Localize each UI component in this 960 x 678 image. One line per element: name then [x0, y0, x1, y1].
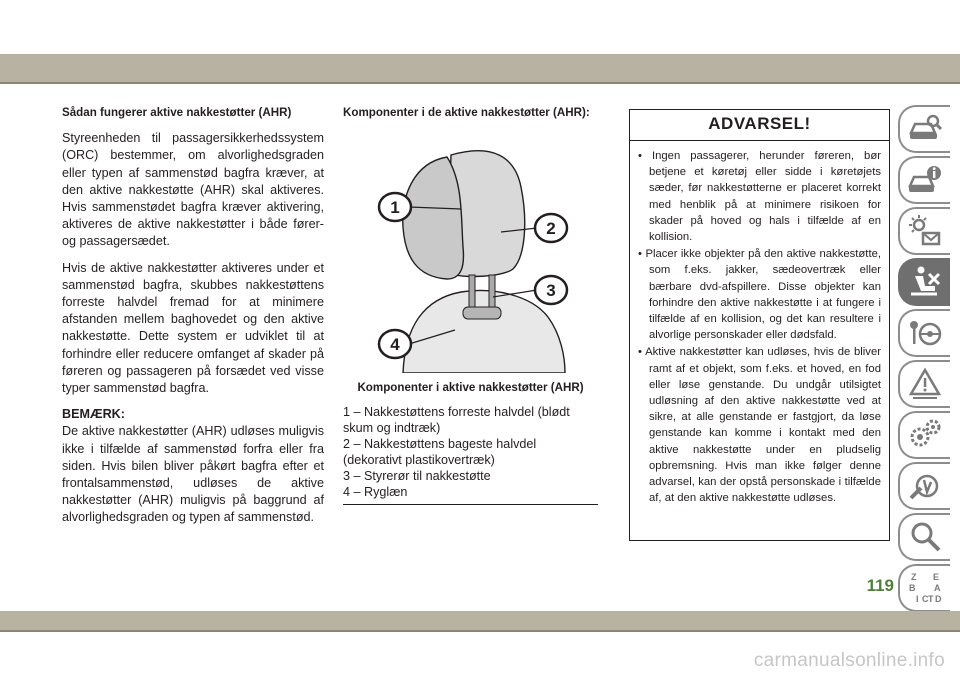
- warning-title: ADVARSEL!: [630, 110, 889, 141]
- legend-item: 4 – Ryglæn: [343, 485, 408, 500]
- header-rule: [0, 82, 960, 84]
- legend-list: [343, 404, 598, 500]
- middle-column: [343, 104, 598, 505]
- maintenance-tools-icon: [907, 468, 943, 504]
- index-letter: T: [928, 594, 934, 604]
- seat-airbag-icon: [907, 264, 943, 300]
- chapter-tabs: [898, 105, 952, 615]
- index-letter: D: [935, 594, 942, 604]
- footer-band: [0, 611, 960, 631]
- legend-item: 1 – Nakkestøttens forreste halvdel (blødt skum og indtræk): [343, 405, 570, 436]
- header-band: [0, 54, 960, 82]
- warning-box: [629, 109, 890, 541]
- tab-warning-lights[interactable]: [898, 207, 950, 255]
- note-text: De aktive nakkestøtter (AHR) udløses muligvis ikke i tilfælde af sammenstød forfra eller fra siden. Hvis bilen bliver påkørt bagfra efter et frontalsammenstød, udløses de aktive nakkestøtter (AHR) muligvis på baggrund af alvorlighedsgraden og typen af sammenstød.: [62, 424, 324, 525]
- note-block: [62, 406, 324, 526]
- index-letter: A: [934, 583, 941, 593]
- tab-roadside-warning[interactable]: [898, 360, 950, 408]
- legend-item: 3 – Styrerør til nakkestøtte: [343, 469, 491, 484]
- seat-back-shape: [403, 291, 565, 373]
- index-letters-icon: [907, 570, 943, 606]
- index-letter: I: [916, 594, 919, 604]
- specs-magnifier-icon: [907, 519, 943, 555]
- top-margin: [0, 0, 960, 54]
- tab-specs-search[interactable]: [898, 513, 950, 561]
- warning-lights-icon: [907, 213, 943, 249]
- callout-1: [379, 193, 411, 221]
- paragraph-activation: Hvis de aktive nakkestøtter aktiveres under et sammenstød bagfra, skubbes nakkestøttens forreste halvdel fremad for at minimere afstanden mellem baghovedet og den aktive nakkestøtte. Dette system er udviklet til at forhindre eller reducere omfanget af skader på føreren og passageren på forsædet ved visse typer sammenstød bagfra.: [62, 260, 324, 396]
- figure-caption: Komponenter i aktive nakkestøtter (AHR): [357, 381, 584, 395]
- paragraph-orc: Styreenheden til passagersikkerhedssystem (ORC) bestemmer, om alvorlighedsgraden eller typen af sammenstød bagfra kræver, at den aktive nakkestøtte (AHR) skal aktiveres. Hvis sammenstødet bagfra kræver aktivering, aktiveres de aktive nakkestøtter i både fører- og passagersædet.: [62, 131, 324, 249]
- guide-tube-shape: [469, 275, 475, 311]
- guide-sleeve-shape: [463, 307, 501, 319]
- components-heading: Komponenter i de aktive nakkestøtter (AHR):: [343, 106, 590, 119]
- tab-key-steering[interactable]: [898, 309, 950, 357]
- warning-item: • Ingen passagerer, herunder føreren, bør betjene et køretøj eller sidde i køretøjets sæder, før nakkestøtterne er placeret korrekt med henblik på at minimere risikoen for skader på hoved og hals i tilfælde af en kollision.: [638, 148, 881, 245]
- callout-2: [535, 214, 567, 242]
- page-number: 119: [866, 576, 894, 595]
- gears-icon: [907, 417, 943, 453]
- warning-item: • Aktive nakkestøtter kan udløses, hvis de bliver ramt af et objekt, som f.eks. et hoved, en fod eller løse genstande. Du undgår utilsigtet udløsning af den aktive nakkestøtte ved at sikre, at alle genstande er fastgjort, da løse genstande kan komme i kontakt med den aktive nakkestøtte under en pludselig opbremsning. Hvis man ikke følger denne advarsel, kan der opstå personskade i tilfælde af, at den aktive nakkestøtte udløses.: [638, 344, 881, 506]
- index-letter: E: [933, 572, 940, 582]
- callout-1-label: 1: [390, 198, 400, 218]
- legend-item: 2 – Nakkestøttens bageste halvdel (dekorativt plastikovertræk): [343, 437, 537, 468]
- left-column: [62, 104, 324, 536]
- warning-list: [638, 148, 881, 506]
- roadside-warning-icon: [907, 366, 943, 402]
- guide-tube-shape: [489, 275, 495, 311]
- tab-seat-airbag[interactable]: [898, 258, 950, 306]
- tab-car-magnifier[interactable]: [898, 105, 950, 153]
- callout-4-label: 4: [390, 335, 400, 355]
- footer-rule: [0, 630, 960, 632]
- note-label: BEMÆRK:: [62, 407, 125, 422]
- callout-4: [379, 330, 411, 358]
- tab-gears[interactable]: [898, 411, 950, 459]
- watermark-text: carmanualsonline.info: [753, 650, 945, 671]
- key-steering-wheel-icon: [907, 315, 943, 351]
- callout-3: [535, 276, 567, 304]
- headrest-front-shape: [403, 157, 464, 279]
- section-heading: Sådan fungerer aktive nakkestøtter (AHR): [62, 106, 292, 119]
- index-letter: C: [922, 594, 929, 604]
- headrest-figure: [343, 127, 598, 373]
- callout-2-label: 2: [546, 219, 556, 239]
- index-letter: B: [909, 583, 916, 593]
- car-info-icon: [907, 162, 943, 198]
- headrest-illustration: [343, 127, 598, 373]
- tab-maintenance-tools[interactable]: [898, 462, 950, 510]
- car-magnifier-icon: [907, 111, 943, 147]
- tab-car-info[interactable]: [898, 156, 950, 204]
- callout-3-label: 3: [546, 281, 556, 301]
- legend-rule: [343, 504, 598, 505]
- warning-item: • Placer ikke objekter på den aktive nakkestøtte, som f.eks. jakker, sædeovertræk eller bærbare dvd-afspillere. Disse objekter kan forhindre den aktive nakkestøtte i at fungere i tilfælde af en kollision, og det kan resultere i alvorlige personskader eller dødsfald.: [638, 246, 881, 343]
- tab-index[interactable]: [898, 564, 950, 612]
- index-letter: Z: [911, 572, 917, 582]
